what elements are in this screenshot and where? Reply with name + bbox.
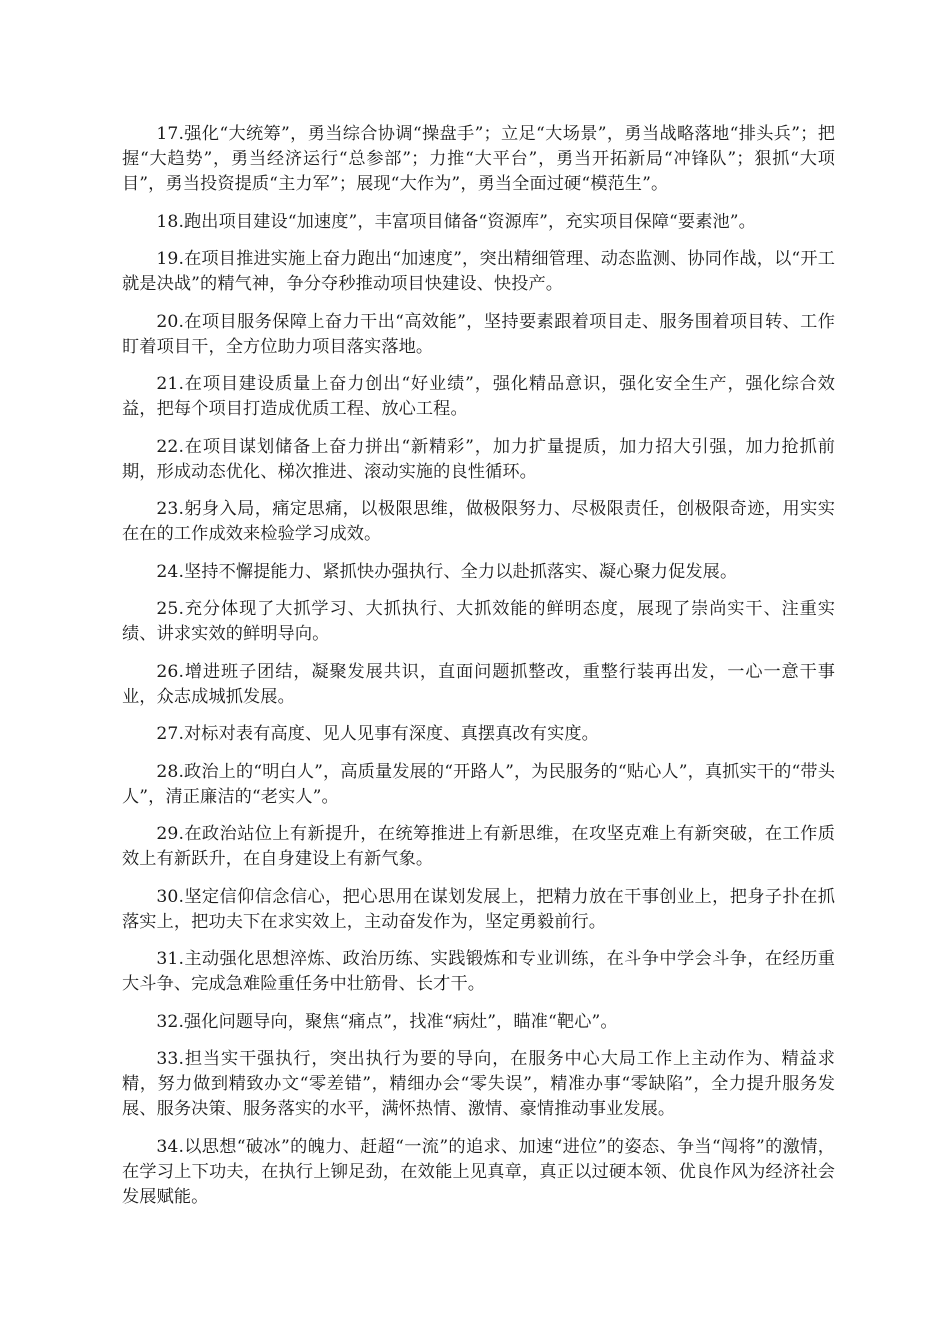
paragraph-27: 27.对标对表有高度、见人见事有深度、真摆真改有实度。 xyxy=(156,724,599,744)
paragraph-26: 26.增进班子团结，凝聚发展共识，直面问题抓整改，重整行装再出发，一心一意干事业，众志成城抓发展。 xyxy=(122,661,835,707)
paragraph-30: 30.坚定信仰信念信心，把心思用在谋划发展上，把精力放在干事创业上，把身子扑在抓落实上，把功夫下在求实效上，主动奋发作为，坚定勇毅前行。 xyxy=(122,886,835,932)
paragraph-19: 19.在项目推进实施上奋力跑出“加速度”，突出精细管理、动态监测、协同作战，以“开工就是决战”的精气神，争分夺秒推动项目快建设、快投产。 xyxy=(122,249,835,294)
paragraph-21: 21.在项目建设质量上奋力创出“好业绩”，强化精品意识，强化安全生产，强化综合效益，把每个项目打造成优质工程、放心工程。 xyxy=(122,374,835,419)
paragraph-20: 20.在项目服务保障上奋力干出“高效能”，坚持要素跟着项目走、服务围着项目转、工作盯着项目干，全方位助力项目落实落地。 xyxy=(122,311,835,357)
paragraph-29: 29.在政治站位上有新提升，在统筹推进上有新思维，在攻坚克难上有新突破，在工作质效上有新跃升，在自身建设上有新气象。 xyxy=(122,824,835,869)
paragraph-24: 24.坚持不懈提能力、紧抓快办强执行、全力以赴抓落实、凝心聚力促发展。 xyxy=(156,561,738,582)
paragraph-34: 34.以思想“破冰”的魄力、赶超“一流”的追求、加速“进位”的姿态、争当“闯将”的激情，在学习上下功夫，在执行上铆足劲，在效能上见真章，真正以过硬本领、优良作风为经济社会发展赋能。 xyxy=(122,1136,835,1207)
paragraph-22: 22.在项目谋划储备上奋力拼出“新精彩”，加力扩量提质，加力招大引强，加力抢抓前期，形成动态优化、梯次推进、滚动实施的良性循环。 xyxy=(122,436,835,482)
paragraph-32: 32.强化问题导向，聚焦“痛点”，找准“病灶”，瞄准“靶心”。 xyxy=(156,1011,618,1032)
paragraph-28: 28.政治上的“明白人”，高质量发展的“开路人”，为民服务的“贴心人”，真抓实干的“带头人”，清正廉洁的“老实人”。 xyxy=(122,761,835,807)
paragraph-23: 23.躬身入局，痛定思痛，以极限思维，做极限努力、尽极限责任，创极限奇迹，用实实在在的工作成效来检验学习成效。 xyxy=(122,499,835,544)
document-body xyxy=(122,122,835,1222)
paragraph-17: 17.强化“大统筹”，勇当综合协调“操盘手”；立足“大场景”，勇当战略落地“排头兵”；把握“大趋势”，勇当经济运行“总参部”；力推“大平台”，勇当开拓新局“冲锋队”；狠抓“大项目”，勇当投资提质“主力军”；展现“大作为”，勇当全面过硬“模范生”。 xyxy=(122,124,835,194)
paragraph-25: 25.充分体现了大抓学习、大抓执行、大抓效能的鲜明态度，展现了崇尚实干、注重实绩、讲求实效的鲜明导向。 xyxy=(122,599,835,644)
paragraph-33: 33.担当实干强执行，突出执行为要的导向，在服务中心大局工作上主动作为、精益求精，努力做到精致办文“零差错”，精细办会“零失误”，精准办事“零缺陷”，全力提升服务发展、服务决策、服务落实的水平，满怀热情、激情、豪情推动事业发展。 xyxy=(122,1049,835,1119)
paragraph-31: 31.主动强化思想淬炼、政治历练、实践锻炼和专业训练，在斗争中学会斗争，在经历重大斗争、完成急难险重任务中壮筋骨、长才干。 xyxy=(122,949,835,994)
paragraph-18: 18.跑出项目建设“加速度”，丰富项目储备“资源库”，充实项目保障“要素池”。 xyxy=(156,211,756,232)
